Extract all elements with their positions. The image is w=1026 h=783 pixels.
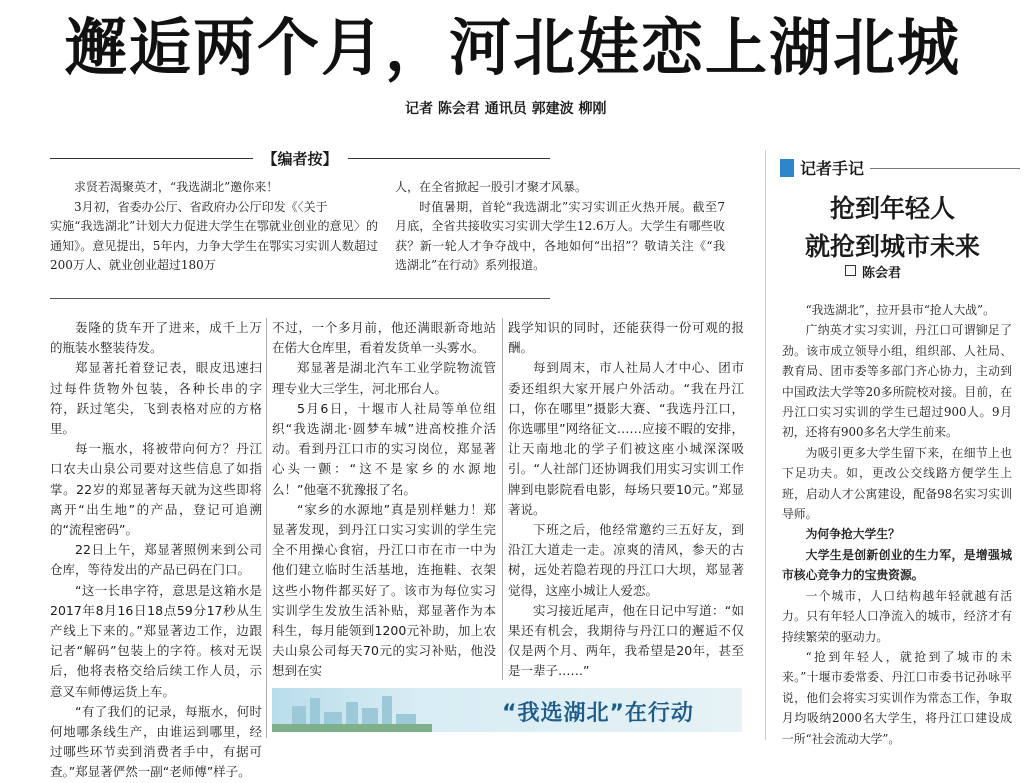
column-divider xyxy=(502,318,503,680)
series-banner xyxy=(272,688,742,732)
banner-ground xyxy=(272,724,432,732)
sidebar-paragraph: 为何争抢大学生？ xyxy=(805,527,900,542)
article-paragraph: 实习接近尾声，他在日记中写道：“如果还有机会，我期待与丹江口的邂逅不仅仅是两个月、两年，我希望是20年，甚至是一辈子……” xyxy=(508,602,744,679)
editor-note-paragraph: 实施“我选湖北”计划大力促进大学生在鄂就业创业的意见〉的通知》。意见提出，5年内，力争大学生在鄂实习实训人数超过200万人、就业创业超过180万 xyxy=(50,219,378,272)
article-paragraph: 践学知识的同时，还能获得一份可观的报酬。 xyxy=(508,320,744,356)
article-paragraph: 郑显著托着登记表，眼皮迅速扫过每件货物外包装，各种长串的字符，跃过笔尖，飞到表格对应的方格里。 xyxy=(50,360,262,437)
sidebar-paragraph: “抢到年轻人，就抢到了城市的未来。”十堰市委常委、丹江口市委书记孙咏平说，他们会将实习实训作为常态工作，争取月均吸纳2000名大学生，将丹江口建设成一所“社会流动大学”。 xyxy=(782,649,1012,746)
editor-note-paragraph: 3月初，省委办公厅、省政府办公厅印发《〈关于 xyxy=(74,199,328,214)
sidebar-paragraph: 广纳英才实习实训，丹江口可谓铆足了劲。该市成立领导小组，组织部、人社局、教育局、团市委等多部门齐心协力，主动到中国政法大学等20多所院校对接。目前，在丹江口实习实训的学生已超过900人。9月初，还将有900多名大学生前来。 xyxy=(782,323,1012,440)
divider xyxy=(870,168,1020,169)
article-paragraph: 22日上午，郑显著照例来到公司仓库，等待发出的产品已码在门口。 xyxy=(50,542,262,578)
headline: 邂逅两个月，河北娃恋上湖北城 xyxy=(64,11,961,84)
sidebar-title xyxy=(770,190,1015,266)
editor-note-right xyxy=(395,178,725,276)
editor-note-left xyxy=(50,178,378,276)
article-column-1 xyxy=(50,318,262,783)
sidebar-title-line: 就抢到城市未来 xyxy=(804,232,980,261)
article-paragraph: 下班之后，他经常邀约三五好友，到沿江大道走一走。凉爽的清风，参天的古树，远处若隐若现的丹江口大坝，郑显著觉得，这座小城让人爱恋。 xyxy=(508,522,744,598)
sidebar-paragraph: “我选湖北”，拉开县市“抢人大战”。 xyxy=(805,303,995,317)
article-paragraph: 5月6日，十堰市人社局等单位组织“我选湖北·圆梦车城”进高校推介活动。看到丹江口市的实习岗位，郑显著心头一颤：“这不是家乡的水源地么！”他毫不犹豫报了名。 xyxy=(272,400,496,497)
sidebar-section-header xyxy=(780,156,864,179)
article-paragraph: 轰隆的货车开了进来，成千上万的瓶装水整装待发。 xyxy=(50,320,262,356)
editor-note-paragraph: 时值暑期，首轮“我选湖北”实习实训正火热开展。截至7月底，全省共接收实习实训大学生12.6万人。大学生有哪些收获？新一轮人才争夺战中，各地如何“出招”？敬请关注《“我选湖北”在行动》系列报道。 xyxy=(395,199,725,272)
column-divider xyxy=(266,318,267,738)
sidebar-paragraph: 大学生是创新创业的生力军，是增强城市核心竞争力的宝贵资源。 xyxy=(782,547,1012,583)
section-marker-icon xyxy=(780,159,794,177)
section-divider xyxy=(50,298,550,299)
article-column-3 xyxy=(508,318,744,682)
sidebar-section-label: 记者手记 xyxy=(800,159,865,178)
article-paragraph: “有了我们的记录，每瓶水，何时何地哪条线生产，由谁运到哪里，经过哪些环节卖到消费者手中，有据可查。”郑显著俨然一副“老师傅”样子。 xyxy=(50,703,262,780)
editor-note-paragraph: 人，在全省掀起一股引才聚才风暴。 xyxy=(395,180,588,194)
divider xyxy=(348,158,551,159)
sidebar-author-name: 陈会君 xyxy=(862,266,902,281)
banner-title: “我选湖北”在行动 xyxy=(502,701,694,726)
article-column-2 xyxy=(272,318,496,682)
article-paragraph: 每到周末，市人社局人才中心、团市委还组织大家开展户外活动。“我在丹江口，你在哪里”摄影大赛、“我选丹江口，你选哪里”网络征文……应接不暇的安排，让天南地北的学子们被这座小城深深吸引。“人社部门还协调我们用实习实训工作牌到电影院看电影，每场只要10元。”郑显著说。 xyxy=(508,360,744,517)
article-paragraph: 每一瓶水，将被带向何方？丹江口农夫山泉公司要对这些信息了如指掌。22岁的郑显著每天就为这些即将离开“出生地”的产品，登记可追溯的“流程密码”。 xyxy=(50,441,262,538)
sidebar-body xyxy=(782,300,1012,749)
article-paragraph: 不过，一个多月前，他还满眼新奇地站在偌大仓库里，看着发货单一头雾水。 xyxy=(272,320,496,356)
sidebar-paragraph: 一个城市，人口结构越年轻就越有活力。只有年轻人口净流入的城市，经济才有持续繁荣的驱动力。 xyxy=(782,588,1012,644)
sidebar-divider xyxy=(765,150,766,740)
sidebar-title-line: 抢到年轻人 xyxy=(829,194,955,223)
divider xyxy=(50,158,253,159)
editor-note-header xyxy=(50,148,550,169)
article-paragraph: 郑显著是湖北汽车工业学院物流管理专业大三学生，河北邢台人。 xyxy=(272,360,496,396)
article-paragraph: “这一长串字符，意思是这箱水是2017年8月16日18点59分17秒从生产线上下来的。”郑显著边工作，边跟记者“解码”包装上的字符。核对无误后，他将表格交给后续工作人员，示意叉车师傅运货上车。 xyxy=(50,582,262,699)
byline: 记者 陈会君 通讯员 郭建波 柳刚 xyxy=(405,101,607,117)
sidebar-author xyxy=(845,262,901,281)
sidebar-paragraph: 为吸引更多大学生留下来，在细节上也下足功夫。如，更改公交线路方便学生上班，启动人才公寓建设，配备98名实习实训导师。 xyxy=(782,445,1012,522)
editor-note-title: 【编者按】 xyxy=(262,150,338,168)
editor-note-paragraph: 求贤若渴聚英才，“我选湖北”邀你来！ xyxy=(74,180,279,194)
article-paragraph: “家乡的水源地”真是别样魅力！郑显著发现，到丹江口实习实训的学生完全不用操心食宿，丹江口市在市一中为他们建立临时生活基地，连拖鞋、衣架这些小物件都买好了。该市为每位实习实训学生发放生活补贴，郑显著作为本科生，每月能领到1200元补助，加上农夫山泉公司每天70元的实习补贴，他没想到在实 xyxy=(272,501,496,679)
author-marker-icon xyxy=(845,265,856,276)
